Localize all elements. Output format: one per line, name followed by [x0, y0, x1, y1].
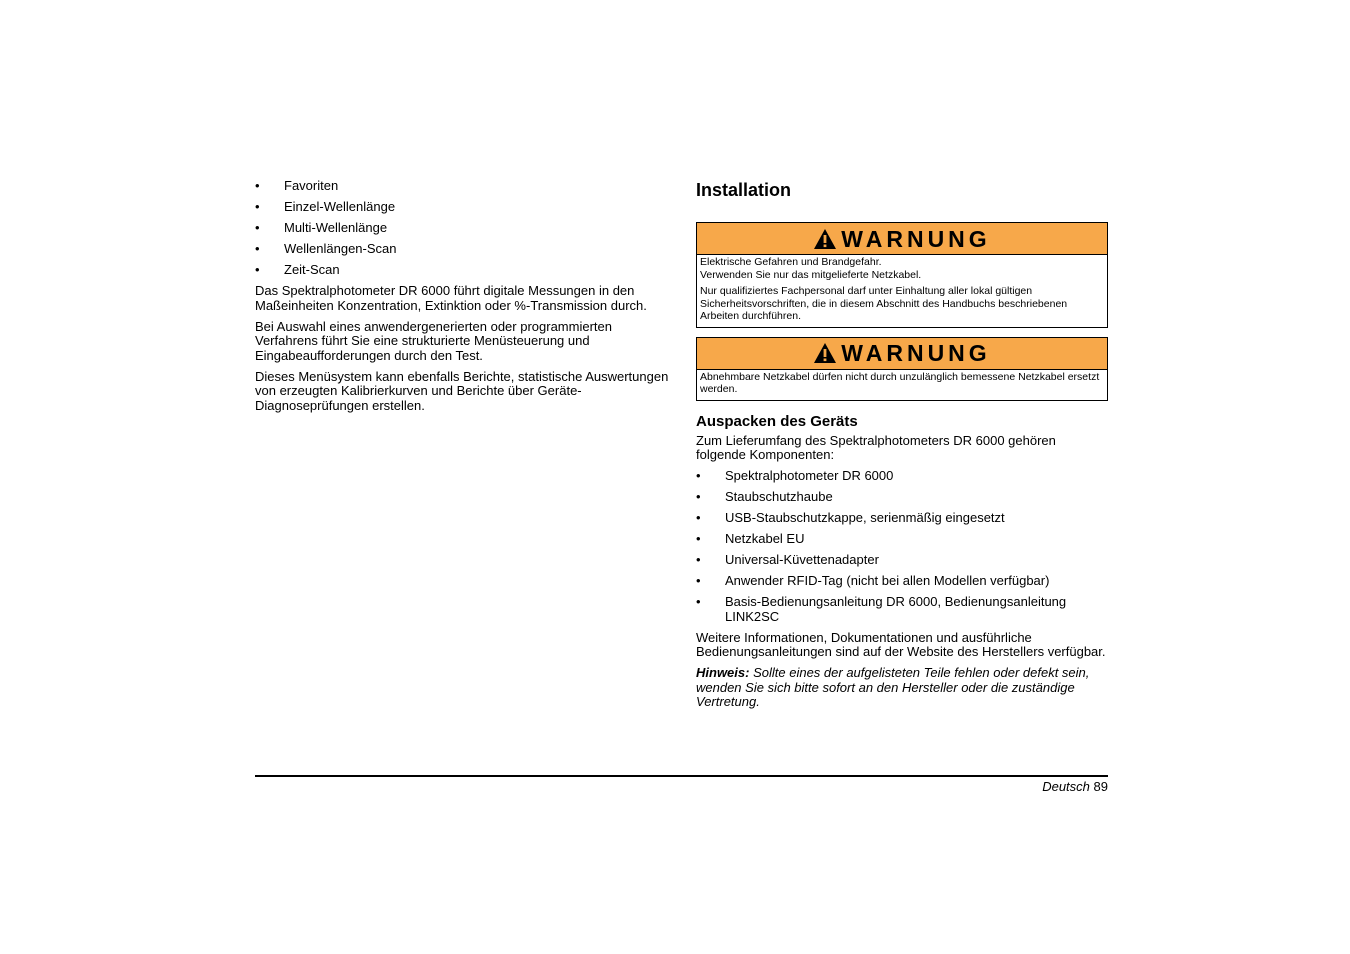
- warning-header: [697, 338, 1107, 370]
- section-heading: Installation: [696, 180, 792, 200]
- bullet-dot: •: [696, 531, 701, 546]
- warning-triangle-icon: [813, 342, 837, 364]
- list-item: • Multi-Wellenlänge: [255, 220, 388, 235]
- warning-text: [697, 370, 1107, 400]
- feature-list: [255, 179, 670, 278]
- note-text: Sollte eines der aufgelisteten Teile fehlen oder defekt sein, wenden Sie sich bitte sofort an den Hersteller oder die zuständige Vertretung.: [696, 665, 1090, 709]
- footer-divider: [255, 775, 1108, 777]
- warning-line: Nur qualifiziertes Fachpersonal darf unter Einhaltung aller lokal gültigen Sicherheitsvorschriften, die in diesem Abschnitt des Handbuchs beschriebenen Arbeiten durchführen.: [700, 285, 1068, 322]
- bullet-dot: •: [696, 489, 701, 504]
- components-list: [696, 469, 1108, 624]
- warning-line: Verwenden Sie nur das mitgelieferte Netzkabel.: [700, 268, 922, 281]
- list-item: • Wellenlängen-Scan: [255, 241, 397, 256]
- warning-header: [697, 223, 1107, 255]
- note-label: Hinweis:: [696, 665, 750, 680]
- note: [696, 666, 1108, 710]
- list-item: • Einzel-Wellenlänge: [255, 199, 396, 214]
- warning-text: [697, 255, 1107, 327]
- bullet-dot: •: [255, 262, 260, 277]
- subsection-heading: Auspacken des Geräts: [696, 412, 858, 430]
- paragraph-more-info: Weitere Informationen, Dokumentationen und ausführliche Bedienungsanleitungen sind auf der Website des Herstellers verfügbar.: [696, 629, 1106, 659]
- list-item: • Basis-Bedienungsanleitung DR 6000, Bedienungsanleitung LINK2SC: [696, 594, 1067, 624]
- warning-label: WARNUNG: [841, 225, 991, 252]
- list-item: • Anwender RFID-Tag (nicht bei allen Modellen verfügbar): [696, 573, 1050, 588]
- right-column: [696, 179, 1108, 710]
- bullet-dot: •: [255, 241, 260, 256]
- list-item: • Favoriten: [255, 178, 339, 193]
- left-column: [255, 179, 670, 420]
- bullet-dot: •: [696, 468, 701, 483]
- paragraph-measurements: Das Spektralphotometer DR 6000 führt digitale Messungen in den Maßeinheiten Konzentration, Extinktion oder %-Transmission durch.: [255, 283, 647, 313]
- warning-line: Elektrische Gefahren und Brandgefahr.: [700, 256, 882, 268]
- warning-box-power-cord: [696, 337, 1108, 401]
- warning-triangle-icon: [813, 228, 837, 250]
- bullet-dot: •: [696, 573, 701, 588]
- paragraph-reports: Dieses Menüsystem kann ebenfalls Berichte, statistische Auswertungen von erzeugten Kalibrierkurven und Berichte über Geräte-Diagnoseprüfungen erstellen.: [255, 368, 669, 413]
- bullet-dot: •: [696, 594, 701, 609]
- bullet-dot: •: [696, 510, 701, 525]
- paragraph-intro: Zum Lieferumfang des Spektralphotometers DR 6000 gehören folgende Komponenten:: [696, 432, 1056, 462]
- list-item: • Zeit-Scan: [255, 262, 340, 277]
- bullet-dot: •: [696, 552, 701, 567]
- list-item: • Spektralphotometer DR 6000: [696, 468, 894, 483]
- bullet-dot: •: [255, 178, 260, 193]
- paragraph-menu-guidance: Bei Auswahl eines anwendergenerierten oder programmierten Verfahrens führt Sie eine strukturierte Menüsteuerung und Eingabeaufforderungen durch den Test.: [255, 318, 612, 363]
- page-footer: [1042, 780, 1108, 794]
- footer-language: Deutsch: [1042, 779, 1090, 794]
- list-item: • Netzkabel EU: [696, 531, 805, 546]
- warning-line: Abnehmbare Netzkabel dürfen nicht durch unzulänglich bemessene Netzkabel ersetzt werden.: [700, 370, 1100, 395]
- list-item: • Universal-Küvettenadapter: [696, 552, 879, 567]
- bullet-dot: •: [255, 220, 260, 235]
- list-item: • Staubschutzhaube: [696, 489, 833, 504]
- page-number: 89: [1093, 779, 1108, 794]
- warning-label: WARNUNG: [841, 340, 991, 366]
- list-item: • USB-Staubschutzkappe, serienmäßig eingesetzt: [696, 510, 1005, 525]
- bullet-dot: •: [255, 199, 260, 214]
- warning-box-electrical: [696, 222, 1108, 328]
